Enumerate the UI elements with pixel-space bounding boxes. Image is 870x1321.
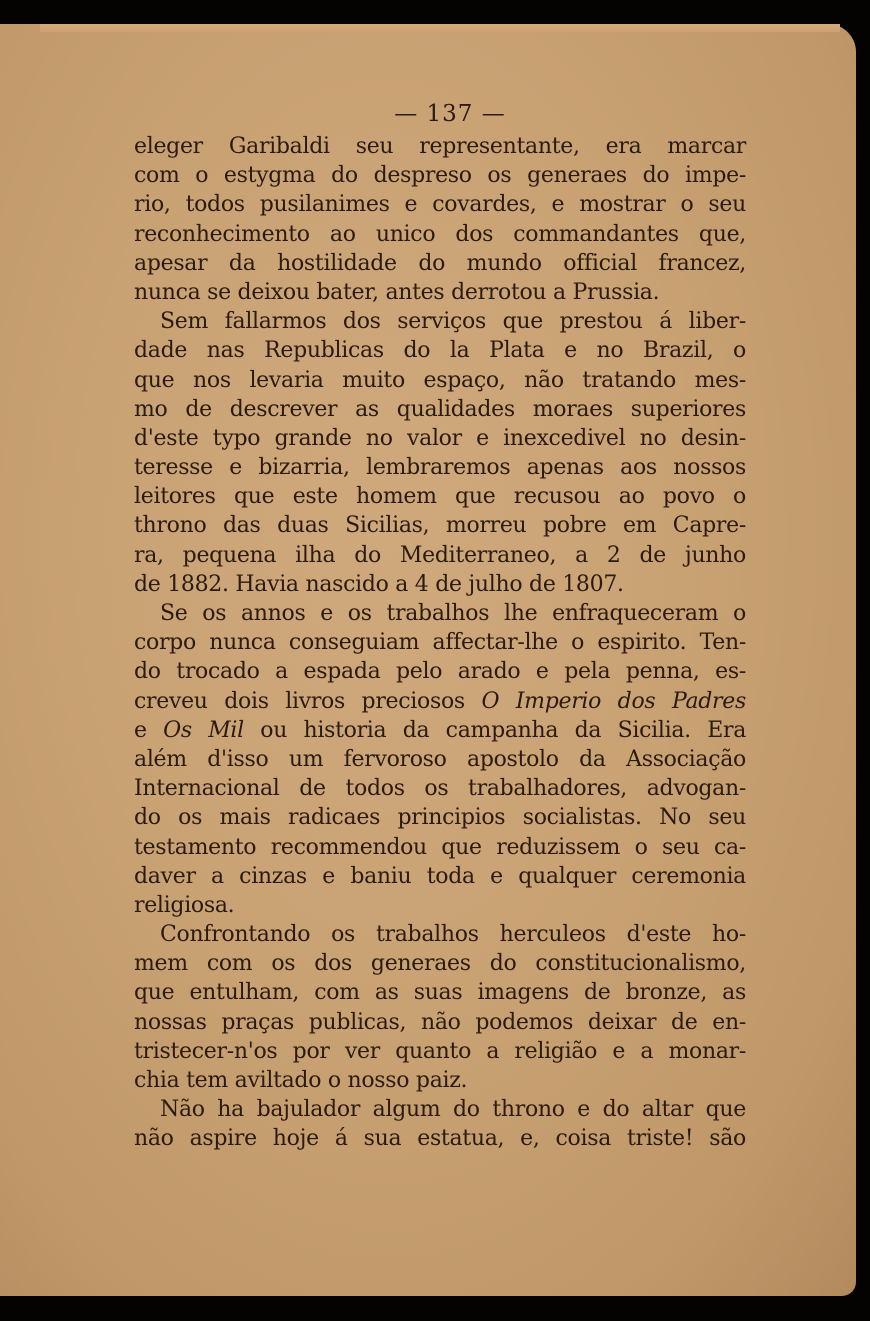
- text-line: do os mais radicaes principios socialistas. No seu: [134, 805, 746, 831]
- text-line: testamento recommendou que reduzissem o seu ca-: [134, 834, 746, 860]
- text-line: com o estygma do despreso os generaes do impe-: [134, 163, 746, 189]
- paragraph: [134, 920, 746, 1095]
- body-text: [134, 132, 746, 1154]
- paragraph: [134, 132, 746, 307]
- text-line: leitores que este homem que recusou ao povo o: [134, 484, 746, 510]
- text-line: eleger Garibaldi seu representante, era marcar: [134, 134, 746, 159]
- text-line: chia tem aviltado o nosso paiz.: [134, 1068, 468, 1093]
- text-line: que nos levaria muito espaço, não tratando mes-: [134, 367, 746, 393]
- text-line: ra, pequena ilha do Mediterraneo, a 2 de junho: [134, 542, 746, 568]
- text-line: creveu dois livros preciosos O Imperio dos Padres: [134, 688, 746, 714]
- text-line: teresse e bizarria, lembraremos apenas aos nossos: [134, 455, 746, 481]
- page-number: — 137 —: [394, 101, 506, 127]
- text-line: do trocado a espada pelo arado e pela penna, es-: [134, 659, 746, 685]
- text-line: Não ha bajulador algum do throno e do altar que: [160, 1097, 746, 1123]
- text-line: mo de descrever as qualidades moraes superiores: [134, 396, 746, 422]
- text-line: religiosa.: [134, 892, 235, 918]
- text-line: que entulham, com as suas imagens de bronze, as: [134, 980, 746, 1006]
- text-line: Confrontando os trabalhos herculeos d'este ho-: [160, 922, 746, 948]
- text-line: tristecer-n'os por ver quanto a religião e a monar-: [134, 1038, 746, 1064]
- text-line: Sem fallarmos dos serviços que prestou á liber-: [160, 309, 746, 335]
- book-title: O Imperio dos Padres: [481, 688, 746, 714]
- text-line: rio, todos pusilanimes e covardes, e mostrar o seu: [134, 192, 746, 218]
- book-title: Os Mil: [163, 717, 244, 743]
- text-line: d'este typo grande no valor e inexcedivel no desin-: [134, 425, 746, 451]
- text-line: Internacional de todos os trabalhadores, advogan-: [134, 776, 746, 802]
- text-line: além d'isso um fervoroso apostolo da Associação: [134, 746, 746, 772]
- text-line: não aspire hoje á sua estatua, e, coisa triste! são: [134, 1126, 746, 1152]
- paragraph: [134, 599, 746, 920]
- text-line: corpo nunca conseguiam affectar-lhe o espirito. Ten-: [134, 630, 746, 656]
- text-line: reconhecimento ao unico dos commandantes que,: [134, 221, 746, 247]
- text-line: dade nas Republicas do la Plata e no Brazil, o: [134, 338, 746, 364]
- text-line: throno das duas Sicilias, morreu pobre em Capre-: [134, 513, 746, 539]
- text-line: Se os annos e os trabalhos lhe enfraqueceram o: [160, 601, 746, 626]
- text-line: nunca se deixou bater, antes derrotou a Prussia.: [134, 279, 660, 305]
- page-content: [134, 96, 746, 1154]
- paragraph: [134, 1095, 746, 1153]
- text-line: apesar da hostilidade do mundo official francez,: [134, 250, 746, 276]
- text-line: daver a cinzas e baniu toda e qualquer ceremonia: [134, 863, 746, 889]
- text-line: nossas praças publicas, não podemos deixar de en-: [134, 1009, 746, 1035]
- page-top-edge: [40, 24, 840, 32]
- text-line: e Os Mil ou historia da campanha da Sicilia. Era: [134, 717, 747, 743]
- text-line: mem com os dos generaes do constitucionalismo,: [134, 951, 746, 977]
- text-line: de 1882. Havia nascido a 4 de julho de 1807.: [134, 571, 624, 597]
- paragraph: [134, 307, 746, 599]
